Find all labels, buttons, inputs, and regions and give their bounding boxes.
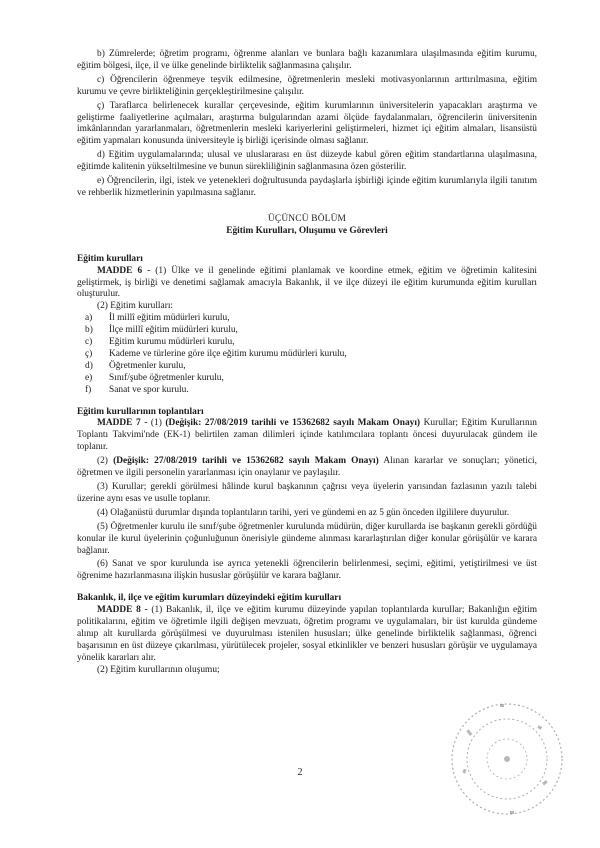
list-item-label: e) [85,372,93,383]
intro-paragraph-d: d) Eğitim uygulamalarında; ulusal ve uluslararası en üst düzeyde kabul gören eğitim standartlarına ulaşılmasına, eğitimde kalitenin yükseltilmesine ve bunun sürekliliğinin sağlanmasına özen gösterilir. [77,150,537,173]
official-seal-stamp [448,700,566,818]
list-item-label: b) [85,325,93,336]
section-subtitle: Eğitim Kurulları, Oluşumu ve Görevleri [226,225,388,236]
article-7-p1-prefix: (1) [147,418,166,429]
document-body [77,49,537,677]
article-7-paragraph-3: (3) Kurullar; gerekli görülmesi hâlinde kurul başkanının çağrısı veya üyelerin yarısından fazlasının yazılı talebi üzerine aynı esas ve usulle toplanır. [77,482,537,504]
page-number: 2 [297,767,303,778]
article-7-p1-text: Kurullar; Eğitim Kurullarının Toplantı Takvimi'nde (EK-1) belirtilen zaman dilimleri içinde katılımcılara toplantı öncesi duyurulacak gündem ile toplanır. [77,418,537,453]
list-item-text: Öğretmenler kurulu, [109,360,186,371]
section-title: ÜÇÜNCÜ BÖLÜM [267,213,347,224]
article-8-label: MADDE 8 - [97,605,148,616]
article-6-heading: Eğitim kurulları [77,253,143,264]
list-item-text: Eğitim kurumu müdürleri kurulu, [109,337,235,348]
article-8-paragraph-1 [77,605,537,665]
list-item-text: Sanat ve spor kurulu. [109,384,189,395]
list-item-label: f) [85,384,92,395]
article-8-text: (1) Bakanlık, il, ilçe ve eğitim kurumu düzeyinde yapılan toplantılarda kurullar; Bakanlığın eğitim politikalarını, eğitim ve öğretimle ilgili değişen mevzuatı, öğretim programı ve uygulamaları, bir üst kurulda gündeme alınıp alt kurullarda görüşülmesi ve duyurulması istenilen hususları; ülke genelinde birliktelik sağlanması, öğrenci başarısının en üst düzeye çıkarılması, yürütülecek projeler, sosyal etkinlikler ve benzeri hususları görüşür ve uygulamaya yönelik kararları alır. [77,605,537,663]
article-7-paragraph-2 [77,456,537,480]
article-7-paragraph-5: (5) Öğretmenler kurulu ile sınıf/şube öğretmenler kurulunda müdürün, diğer kurullarda ise başkanın gerekli gördüğü konular ile kurul üyelerinin çoğunluğunun önerisiyle gündeme alınması kararlaştırılan diğer konular görüşülür ve karara bağlanır. [77,521,537,556]
article-7-paragraph-6: (6) Sanat ve spor kurulunda ise ayrıca yetenekli öğrencilerin belirlenmesi, seçimi, eğitimi, yetiştirilmesi ve üst öğrenime hazırlanmasına ilişkin hususlar görüşülür ve karara bağlanır. [77,559,537,582]
article-6-subintro: (2) Eğitim kurulları: [97,301,174,312]
list-item-label: c) [85,337,93,348]
amendment-note: (Değişik: 27/08/2019 tarihli ve 15362682 sayılı Makam Onayı) [165,418,421,429]
article-7-label: MADDE 7 - [97,418,148,429]
article-6-label: MADDE 6 - [97,265,151,276]
list-item-label: ç) [85,348,93,359]
intro-paragraph-e: e) Öğrencilerin, ilgi, istek ve yetenekleri doğrultusunda paydaşlarla işbirliği içinde eğitim kurumlarıyla ilgili tanıtım ve rehberlik hizmetlerinin yapılmasına sağlanır. [77,176,537,198]
list-item-text: İlçe millî eğitim müdürleri kurulu, [109,325,238,336]
list-item-text: Sınıf/şube öğretmenler kurulu, [109,372,224,383]
article-7-paragraph-4: (4) Olağanüstü durumlar dışında toplantıların tarihi, yeri ve gündemi en az 5 gün önceden ilgililere duyurulur. [97,507,510,518]
article-8-heading: Bakanlık, il, ilçe ve eğitim kurumları düzeyindeki eğitim kurulları [77,593,342,604]
intro-paragraph-c: c) Öğrencilerin öğrenmeye teşvik edilmesine, öğretmenlerin mesleki motivasyonlarının arttırılmasına, eğitim kurumu ve çevre birlikteliğinin gerçekleştirilmesine çalışılır. [77,74,537,97]
list-item-label: a) [85,313,93,324]
list-item [77,385,537,397]
list-item-text: Kademe ve türlerine göre ilçe eğitim kurumu müdürleri kurulu, [109,348,347,359]
amendment-note: (Değişik: 27/08/2019 tarihli ve 15362682 sayılı Makam Onayı) [113,456,379,467]
article-6-text: (1) Ülke ve il genelinde eğitimi planlamak ve koordine etmek, eğitim ve öğretimin kalitesini geliştirmek, iş birliği ve denetimi sağlamak amacıyla Bakanlık, il ve ilçe düzeyi ile eğitim kurumunda eğitim kurulları oluşturulur. [77,265,537,300]
list-item [77,349,537,361]
article-6-paragraph-1 [77,266,537,302]
list-item-text: İl millî eğitim müdürleri kurulu, [109,313,230,324]
list-item [77,325,537,337]
list-item [77,373,537,385]
article-7-p2-prefix: (2) [97,456,114,467]
list-item [77,361,537,373]
list-item-label: d) [85,360,93,371]
list-item [77,337,537,349]
article-7-p2-text: Alınan kararlar ve sonuçları; yönetici, öğretmen ve ilgili personelin yararlanması için onaylanır ve paylaşılır. [77,456,538,479]
intro-paragraph-b: b) Zümrelerde; öğretim programı, öğrenme alanları ve bunlara bağlı kazanımlara ulaşılmasında eğitim kurumu, eğitim bölgesi, ilçe, il ve ülke genelinde birliktelik sağlanmasına çalışılır. [77,49,537,71]
list-item [77,313,537,325]
article-8-paragraph-2: (2) Eğitim kurullarının oluşumu; [97,664,220,675]
article-6-list [77,313,537,396]
article-7-paragraph-1 [77,418,537,454]
article-7-heading: Eğitim kurullarının toplantıları [77,406,204,417]
intro-paragraph-cc: ç) Taraflarca belirlenecek kurallar çerçevesinde, eğitim kurumlarının üniversitelerin yapacakları araştırma ve geliştirme faaliyetlerine açılmaları, araştırma bulgularından azami ölçüde faydalanmaları, öğrencilerin üniversitenin imkânlarından yararlanmaları, öğretmenlerin mesleki kariyerlerini geliştirmeleri, hizmet içi eğitim almaları, lisansüstü eğitim yapmaları konusunda üniversiteyle iş birliği içerisinde olması sağlanır. [77,100,537,147]
